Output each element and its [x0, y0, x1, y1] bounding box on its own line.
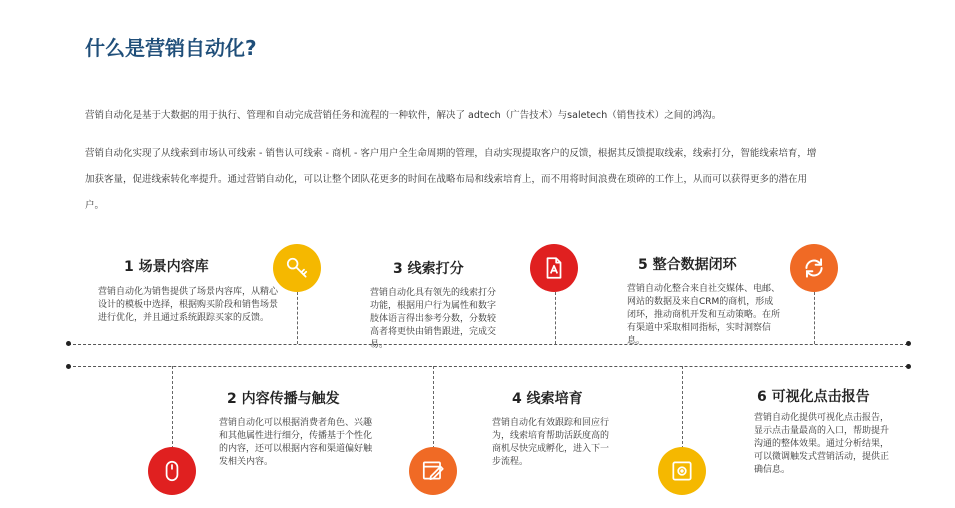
step-6-description: 营销自动化提供可视化点击报告，显示点击量最高的入口，帮助提升沟通的整体效果。通过分析结果，可以微调触发式营销活动，提供正确信息。	[754, 413, 890, 475]
timeline-dot	[66, 364, 71, 369]
timeline-dot	[906, 341, 911, 346]
safe-icon	[658, 447, 706, 495]
timeline-dot	[66, 341, 71, 346]
timeline-bottom-line	[68, 366, 908, 367]
document-icon	[530, 244, 578, 292]
connector-5	[814, 292, 815, 344]
connector-2	[172, 366, 173, 449]
step-2-title: 2 内容传播与触发	[227, 391, 340, 407]
page-title: 什么是营销自动化?	[85, 36, 257, 60]
step-2-description: 营销自动化可以根据消费者角色、兴趣和其他属性进行细分，传播基于个性化的内容，还可以根据内容和渠道偏好触发相关内容。	[219, 418, 373, 467]
key-icon	[273, 244, 321, 292]
step-3-title: 3 线索打分	[393, 261, 464, 277]
connector-4	[433, 366, 434, 449]
mouse-icon	[148, 447, 196, 495]
step-4-description: 营销自动化有效跟踪和回应行为，线索培育帮助活跃度高的商机尽快完成孵化，进入下一步流程。	[492, 418, 610, 467]
connector-3	[555, 292, 556, 344]
step-3-description: 营销自动化具有领先的线索打分功能，根据用户行为属性和数字肢体语言得出参考分数，分数较高者将更快由销售跟进，完成交易。	[370, 288, 497, 350]
step-6-title: 6 可视化点击报告	[757, 389, 870, 405]
connector-1	[297, 292, 298, 344]
step-5-description: 营销自动化整合来自社交媒体、电邮、网站的数据及来自CRM的商机，形成闭环，推动商机开发和互动策略。在所有渠道中采取相同指标，实时洞察信息。	[627, 284, 781, 346]
refresh-icon	[790, 244, 838, 292]
edit-icon	[409, 447, 457, 495]
timeline-dot	[906, 364, 911, 369]
step-4-title: 4 线索培育	[512, 391, 583, 407]
intro-paragraph: 营销自动化是基于大数据的用于执行、管理和自动完成营销任务和流程的一种软件，解决了 adtech（广告技术）与saletech（销售技术）之间的鸿沟。	[85, 110, 722, 121]
step-5-title: 5 整合数据闭环	[638, 257, 737, 273]
connector-6	[682, 366, 683, 449]
detail-paragraph: 营销自动化实现了从线索到市场认可线索 - 销售认可线索 - 商机 - 客户用户全生命周期的管理，自动实现提取客户的反馈，根据其反馈提取线索，线索打分，智能线索培育，增加获客量，促进线索转化率提升。通过营销自动化，可以让整个团队花更多的时间在战略布局和线索培育上，而不用将时间浪费在琐碎的工作上，从而可以获得更多的潜在用户。	[85, 148, 817, 211]
step-1-description: 营销自动化为销售提供了场景内容库，从精心设计的模板中选择，根据购买阶段和销售场景进行优化，并且通过系统跟踪买家的反馈。	[98, 287, 279, 323]
step-1-title: 1 场景内容库	[124, 259, 209, 275]
